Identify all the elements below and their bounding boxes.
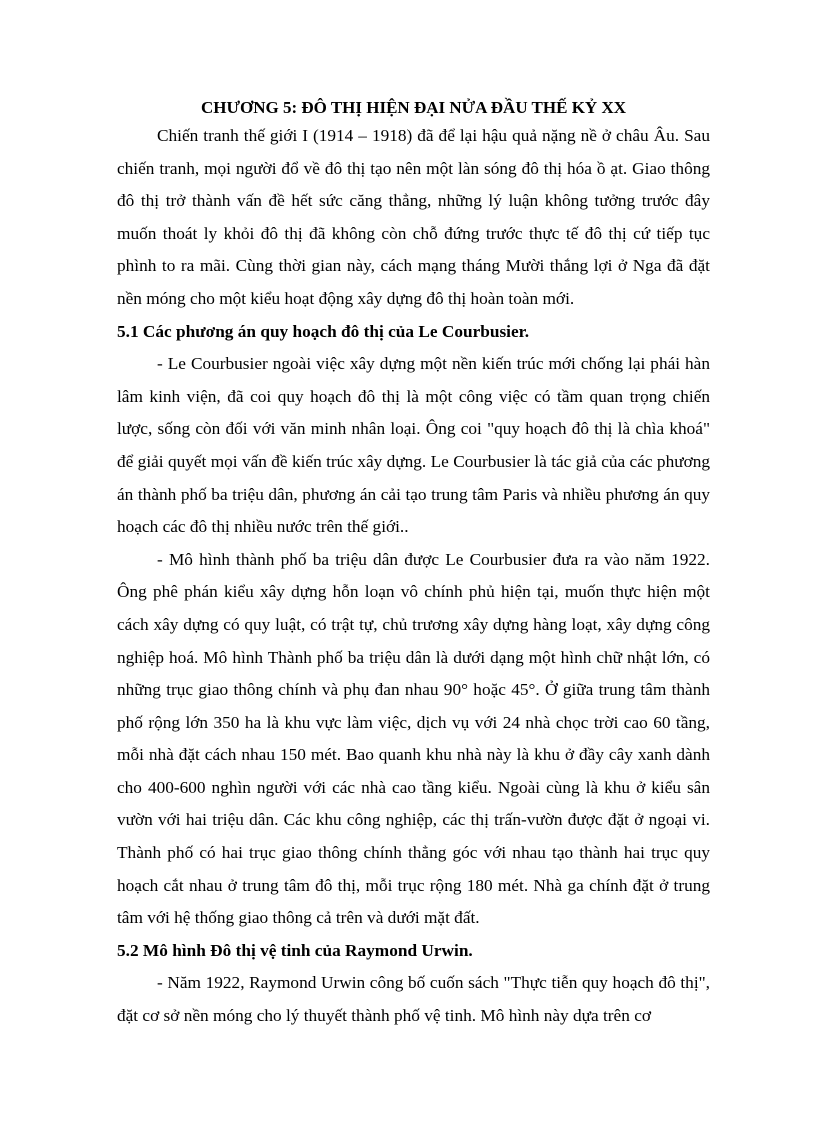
chapter-title: CHƯƠNG 5: ĐÔ THỊ HIỆN ĐẠI NỬA ĐẦU THẾ KỶ XX (200, 98, 627, 117)
section-5-1-heading: 5.1 Các phương án quy hoạch đô thị của Le Courbusier. (117, 321, 530, 341)
intro-paragraph: Chiến tranh thế giới I (1914 – 1918) đã để lại hậu quả nặng nề ở châu Âu. Sau chiến tranh, mọi người đổ về đô thị tạo nên một làn sóng đô thị hóa ồ ạt. Giao thông đô thị trở thành vấn đề hết sức căng thẳng, những lý luận không tưởng trước đây muốn thoát ly khỏi đô thị đã không còn chỗ đứng trước thực tế đô thị cứ tiếp tục phình to ra mãi. Cùng thời gian này, cách mạng tháng Mười thắng lợi ở Nga đã đặt nền móng cho một kiểu hoạt động xây dựng đô thị hoàn toàn mới. (117, 126, 710, 308)
page-content (117, 96, 710, 1033)
section-5-2-paragraph-1: - Năm 1922, Raymond Urwin công bố cuốn sách "Thực tiễn quy hoạch đô thị", đặt cơ sở nền móng cho lý thuyết thành phố vệ tinh. Mô hình này dựa trên cơ (117, 973, 710, 1026)
section-5-2-heading: 5.2 Mô hình Đô thị vệ tinh của Raymond Urwin. (117, 940, 473, 960)
section-5-1-paragraph-2: - Mô hình thành phố ba triệu dân được Le Courbusier đưa ra vào năm 1922. Ông phê phán kiểu xây dựng hỗn loạn vô chính phủ hiện tại, muốn thực hiện một cách xây dựng có quy luật, có trật tự, chủ trương xây dựng hàng loạt, xây dựng công nghiệp hoá. Mô hình Thành phố ba triệu dân là dưới dạng một hình chữ nhật lớn, có những trục giao thông chính và phụ đan nhau 90° hoặc 45°. Ở giữa trung tâm thành phố rộng lớn 350 ha là khu vực làm việc, dịch vụ với 24 nhà chọc trời cao 60 tầng, mỗi nhà đặt cách nhau 150 mét. Bao quanh khu nhà này là khu ở đầy cây xanh dành cho 400-600 nghìn người với các nhà cao tầng kiểu. Ngoài cùng là khu ở kiểu sân vườn với hai triệu dân. Các khu công nghiệp, các thị trấn-vườn được đặt ở ngoại vi. Thành phố có hai trục giao thông chính thẳng góc với nhau tạo thành hai trục quy hoạch cắt nhau ở trung tâm đô thị, mỗi trục rộng 180 mét. Nhà ga chính đặt ở trung tâm với hệ thống giao thông cả trên và dưới mặt đất. (117, 549, 710, 928)
section-5-1-paragraph-1: - Le Courbusier ngoài việc xây dựng một nền kiến trúc mới chống lại phái hàn lâm kinh viện, đã coi quy hoạch đô thị là một công việc có tầm quan trọng chiến lược, sống còn đối với văn minh nhân loại. Ông coi "quy hoạch đô thị là chìa khoá" để giải quyết mọi vấn đề kiến trúc xây dựng. Le Courbusier là tác giả của các phương án thành phố ba triệu dân, phương án cải tạo trung tâm Paris và nhiều phương án quy hoạch các đô thị nhiều nước trên thế giới.. (117, 354, 710, 537)
